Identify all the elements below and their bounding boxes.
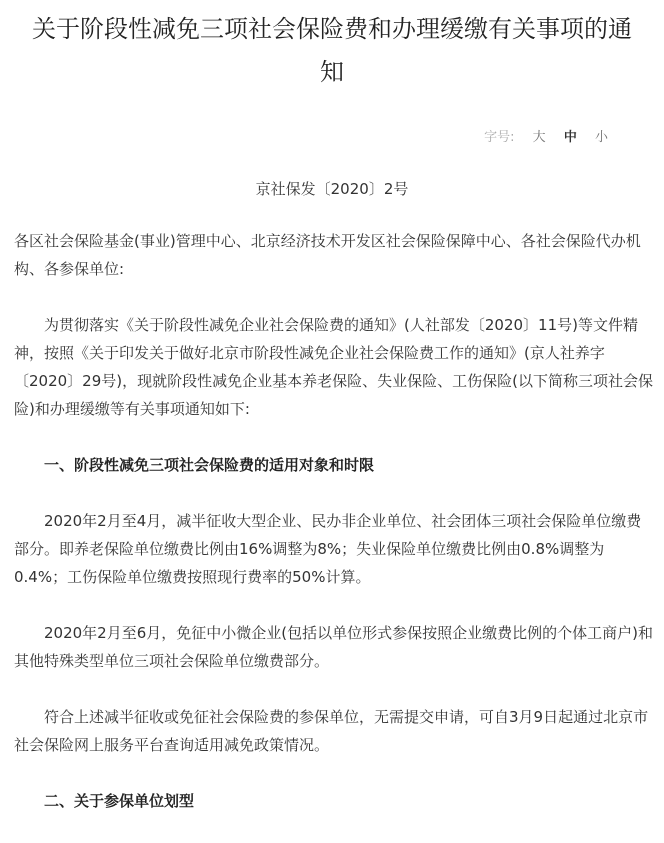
intro-paragraph: 为贯彻落实《关于阶段性减免企业社会保险费的通知》(人社部发〔2020〕11号)等文件精神，按照《关于印发关于做好北京市阶段性减免企业社会保险费工作的通知》(京人社养字〔2020〕29号)，现就阶段性减免企业基本养老保险、失业保险、工伤保险(以下简称三项社会保险)和办理缓缴等有关事项通知如下:: [14, 316, 653, 418]
article-body: [14, 227, 654, 843]
font-size-large-option[interactable]: 大: [532, 130, 546, 145]
paragraph-reduction: 2020年2月至4月，减半征收大型企业、民办非企业单位、社会团体三项社会保险单位缴费部分。即养老保险单位缴费比例由16%调整为8%；失业保险单位缴费比例由0.8%调整为0.4%；工伤保险单位缴费按照现行费率的50%计算。: [14, 512, 642, 586]
section-heading-1: 一、阶段性减免三项社会保险费的适用对象和时限: [44, 456, 375, 474]
addressee-paragraph: 各区社会保险基金(事业)管理中心、北京经济技术开发区社会保险保障中心、各社会保险代办机构、各参保单位:: [14, 232, 641, 278]
paragraph-exemption: 2020年2月至6月，免征中小微企业(包括以单位形式参保按照企业缴费比例的个体工商户)和其他特殊类型单位三项社会保险单位缴费部分。: [14, 624, 653, 670]
section-heading-2: 二、关于参保单位划型: [44, 792, 195, 810]
font-size-label: 字号:: [484, 130, 515, 145]
paragraph-query: 符合上述减半征收或免征社会保险费的参保单位，无需提交申请，可自3月9日起通过北京市社会保险网上服务平台查询适用减免政策情况。: [14, 708, 649, 754]
article-title: 关于阶段性减免三项社会保险费和办理缓缴有关事项的通知: [32, 15, 632, 86]
font-size-medium-option[interactable]: 中: [563, 130, 577, 145]
font-size-control: [0, 126, 608, 145]
font-size-small-option[interactable]: 小: [594, 130, 608, 145]
document-number: 京社保发〔2020〕2号: [255, 180, 409, 198]
